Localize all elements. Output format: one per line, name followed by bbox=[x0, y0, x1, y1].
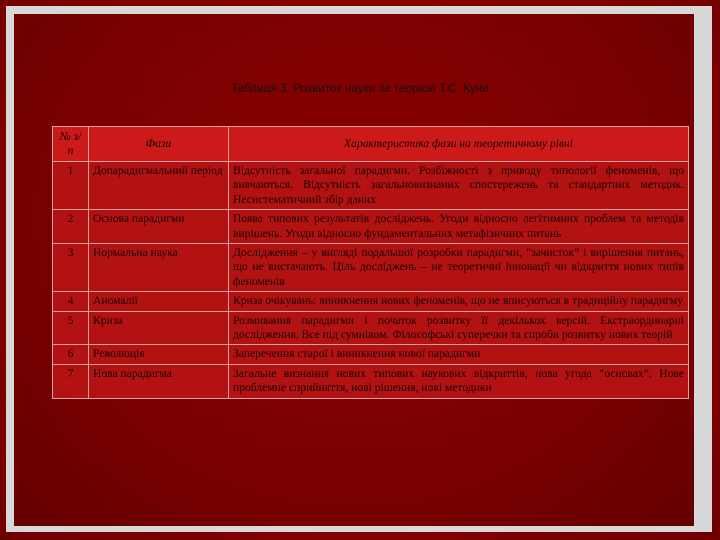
row-phase: Криза bbox=[89, 311, 229, 345]
table-row bbox=[53, 244, 689, 292]
table-row bbox=[53, 311, 689, 345]
row-number: 3 bbox=[53, 244, 89, 292]
header-characteristic: Характеристика фази на теоретичному рівні bbox=[229, 127, 689, 162]
kuhn-phases-table bbox=[52, 126, 689, 399]
header-number: № з/п bbox=[53, 127, 89, 162]
row-phase: Допарадигмальний період bbox=[89, 162, 229, 210]
table-row bbox=[53, 210, 689, 244]
row-number: 7 bbox=[53, 364, 89, 398]
row-phase: Аномалії bbox=[89, 292, 229, 311]
header-phases: Фази bbox=[89, 127, 229, 162]
row-phase: Основа парадигми bbox=[89, 210, 229, 244]
table-row bbox=[53, 292, 689, 311]
row-description: Загальне визнання нових типових наукових відкриттів, нова угода “основах”. Нове проблемне сприйняття, нові рішення, нові методики bbox=[229, 364, 689, 398]
row-description: Криза очікувань: виникнення нових феноменів, що не вписуються в традиційну парадигму bbox=[229, 292, 689, 311]
table-caption: Таблиця 3. Розвиток науки за теорією Т.С. Куна bbox=[231, 83, 489, 95]
row-phase: Нормальна наука bbox=[89, 244, 229, 292]
row-description: Відсутність загальної парадигми. Розбіжності з приводу типології феноменів, що вивчаються. Відсутність загальновизнаних спостережень та стандартних методик. Несистематичний збір даних bbox=[229, 162, 689, 210]
row-number: 1 bbox=[53, 162, 89, 210]
row-phase: Нова парадигма bbox=[89, 364, 229, 398]
table-row bbox=[53, 345, 689, 364]
row-description: Заперечення старої і виникнення нової парадигми bbox=[229, 345, 689, 364]
table-row bbox=[53, 162, 689, 210]
row-number: 6 bbox=[53, 345, 89, 364]
row-number: 2 bbox=[53, 210, 89, 244]
row-number: 5 bbox=[53, 311, 89, 345]
table-row bbox=[53, 364, 689, 398]
row-description: Дослідження – у вигляді подальшої розробки парадигми, “зачисток” і вирішення питань, що не вистачають. Ціль досліджень – не теоретичні інновації чи відкриття нових типів феноменів bbox=[229, 244, 689, 292]
row-phase: Революція bbox=[89, 345, 229, 364]
row-number: 4 bbox=[53, 292, 89, 311]
row-description: Поява типових результатів досліджень. Угоди відносно легітимних проблем та методів вирішень. Угоди відносно фундаментальних метафізичних питань bbox=[229, 210, 689, 244]
table-header-row bbox=[53, 127, 689, 162]
row-description: Розмивання парадигми і початок розвитку її декількох версій. Екстраординарні дослідження. Все під сумнівом. Філософські суперечки та спроби розвитку нових теорій bbox=[229, 311, 689, 345]
